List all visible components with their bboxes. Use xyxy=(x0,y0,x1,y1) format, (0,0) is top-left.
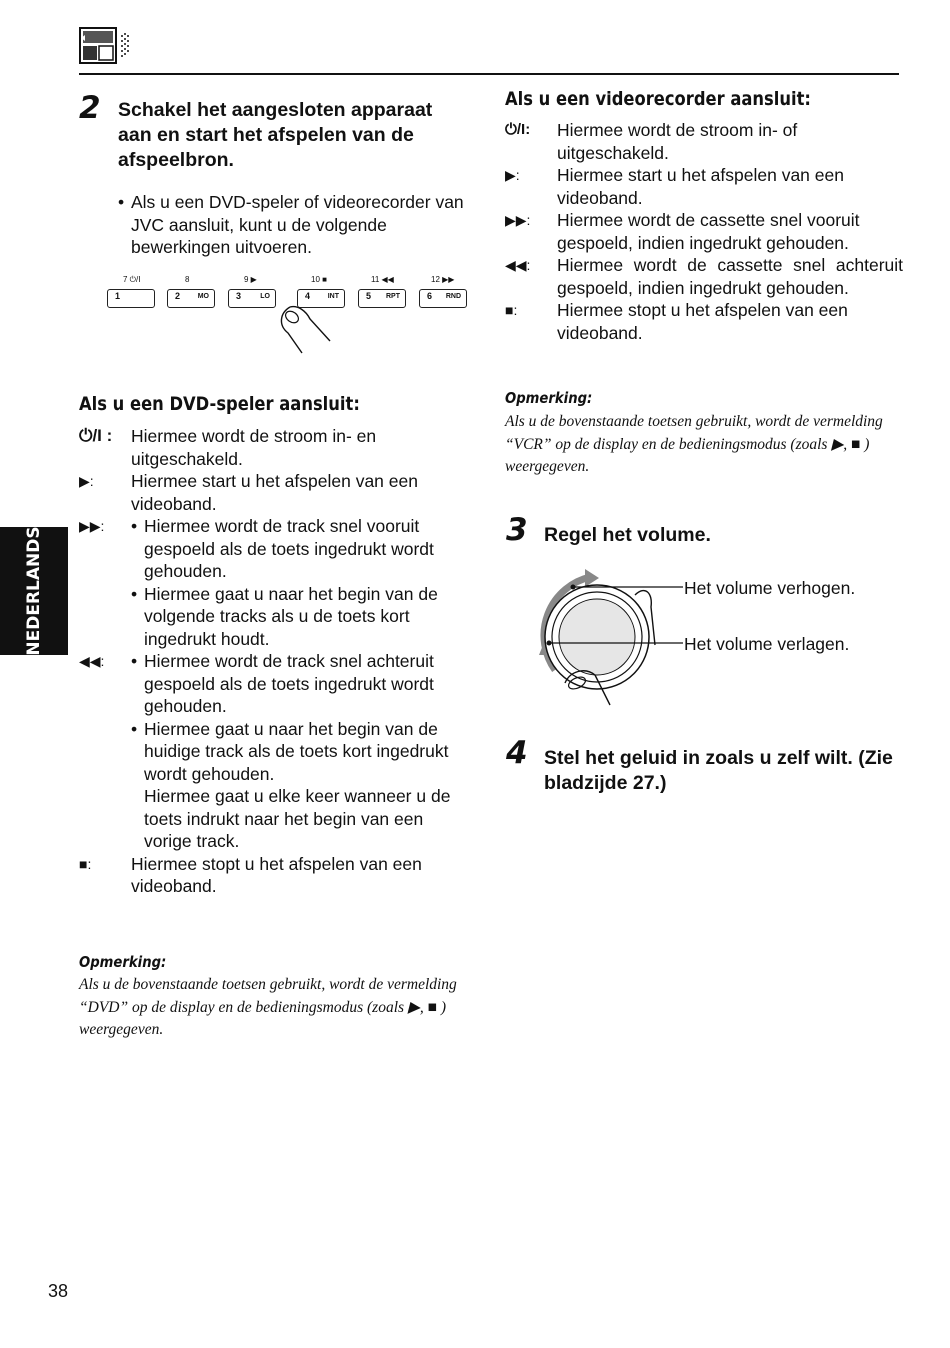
key-label: MO xyxy=(197,293,209,300)
key-number: 4 xyxy=(305,291,311,301)
dvd-rewind-row: ◀◀: • Hiermee wordt de track snel achteruit gespoeld als de toets ingedrukt wordt gehouden. • Hiermee gaat u naar het begin van de huidige track als de toets kort ingedrukt wordt gehouden. Hiermee gaat u elke keer wanneer u de toets indrukt naar het begin van een vorige track. xyxy=(79,650,474,853)
key-label: INT xyxy=(327,293,339,300)
header-rule xyxy=(79,73,899,75)
power-icon: ⏻/I: xyxy=(505,121,531,138)
dvd-controls-list xyxy=(79,425,474,898)
vcr-fast-forward-row xyxy=(505,209,903,254)
dvd-ff-text-1: Hiermee wordt de track snel vooruit gespoeld als de toets ingedrukt wordt gehouden. xyxy=(144,516,434,581)
dvd-note-text: Als u de bovenstaande toetsen gebruikt, wordt de vermelding “DVD” op de display en de bedieningsmodus (zoals ▶, ■ ) weergegeven. xyxy=(79,976,457,1038)
language-tab-label: NEDERLANDS xyxy=(24,526,44,656)
preset-key-1 xyxy=(107,289,155,308)
language-side-tab xyxy=(0,527,68,655)
play-icon: ▶: xyxy=(79,473,94,489)
vcr-power-text: Hiermee wordt de stroom in- of uitgeschakeld. xyxy=(557,120,798,163)
vcr-controls-list xyxy=(505,119,903,344)
key-label: LO xyxy=(260,293,270,300)
dvd-heading: Als u een DVD-speler aansluit: xyxy=(79,393,360,415)
dvd-play-row xyxy=(79,470,474,515)
dvd-note-heading: Opmerking: xyxy=(79,953,167,971)
vcr-note-heading: Opmerking: xyxy=(505,389,593,407)
step-4-title: Stel het geluid in zoals u zelf wilt. (Zie bladzijde 27.) xyxy=(544,747,893,794)
key-number: 1 xyxy=(115,291,121,301)
vcr-play-row xyxy=(505,164,903,209)
play-icon: ▶: xyxy=(505,167,520,183)
manual-section-icon xyxy=(79,26,139,66)
stop-icon: ■: xyxy=(505,302,518,318)
control-keypad-illustration xyxy=(105,275,470,355)
vcr-rewind-row xyxy=(505,254,903,299)
page-number: 38 xyxy=(48,1281,69,1301)
preset-key-5 xyxy=(358,289,406,308)
volume-down-label: Het volume verlagen. xyxy=(684,634,850,654)
preset-key-3 xyxy=(228,289,276,308)
key-label: RND xyxy=(445,293,461,300)
dvd-rew-text-1: Hiermee wordt de track snel achteruit gespoeld als de toets ingedrukt wordt gehouden. xyxy=(144,651,434,716)
step-4-number: 4 xyxy=(506,735,528,771)
key-top-label: 7 ⏻/I xyxy=(123,275,141,284)
stop-icon: ■: xyxy=(79,855,92,872)
dvd-power-text: Hiermee wordt de stroom in- en uitgeschakeld. xyxy=(131,426,377,469)
dvd-rew-text-3: Hiermee gaat u elke keer wanneer u de toets indrukt naar het begin van een vorige track. xyxy=(144,786,451,851)
key-label: RPT xyxy=(386,293,400,300)
key-number: 5 xyxy=(366,291,372,301)
finger-pressing-icon xyxy=(270,303,350,355)
volume-up-label: Het volume verhogen. xyxy=(684,578,856,598)
step-3-title: Regel het volume. xyxy=(544,524,711,546)
dvd-stop-text: Hiermee stopt u het afspelen van een videoband. xyxy=(131,853,422,896)
vcr-play-text: Hiermee start u het afspelen van een videoband. xyxy=(557,165,844,208)
key-top-label: 8 xyxy=(185,275,190,284)
step-2-number: 2 xyxy=(79,90,101,126)
dvd-rew-text-2: Hiermee gaat u naar het begin van de huidige track als de toets kort ingedrukt wordt gehouden. xyxy=(144,718,449,784)
vcr-stop-text: Hiermee stopt u het afspelen van een videoband. xyxy=(557,300,848,343)
key-top-label: 11 ◀◀ xyxy=(371,275,394,284)
key-top-label: 9 ▶ xyxy=(244,275,257,284)
dvd-ff-text-2: Hiermee gaat u naar het begin van de volgende tracks als u de toets kort ingedrukt houdt. xyxy=(144,583,438,649)
rewind-icon: ◀◀: xyxy=(505,257,531,273)
preset-key-6 xyxy=(419,289,467,308)
fast-forward-icon: ▶▶: xyxy=(79,518,105,534)
preset-key-2 xyxy=(167,289,215,308)
vcr-ff-text: Hiermee wordt de cassette snel vooruit gespoeld, indien ingedrukt gehouden. xyxy=(557,210,860,253)
dvd-play-text: Hiermee start u het afspelen van een videoband. xyxy=(131,471,418,514)
power-icon: ⏻/I : xyxy=(79,426,113,445)
key-top-label: 12 ▶▶ xyxy=(431,275,455,284)
volume-knob-illustration xyxy=(535,565,685,715)
dvd-fast-forward-row: ▶▶: • Hiermee wordt de track snel vooruit gespoeld als de toets ingedrukt wordt gehouden. • Hiermee gaat u naar het begin van de volgende tracks als u de toets kort ingedrukt houdt. xyxy=(79,515,474,650)
fast-forward-icon: ▶▶: xyxy=(505,212,531,228)
vcr-heading: Als u een videorecorder aansluit: xyxy=(505,88,811,110)
step-2-bullet: • Als u een DVD-speler of videorecorder van JVC aansluit, kunt u de volgende bewerkingen uitvoeren. xyxy=(118,191,478,259)
vcr-rew-text: Hiermee wordt de cassette snel achteruit gespoeld, indien ingedrukt gehouden. xyxy=(557,255,903,298)
key-number: 6 xyxy=(427,291,433,301)
dvd-stop-row xyxy=(79,853,474,898)
key-top-label: 10 ■ xyxy=(311,275,327,284)
vcr-power-row xyxy=(505,119,903,164)
vcr-note-text: Als u de bovenstaande toetsen gebruikt, wordt de vermelding “VCR” op de display en de bedieningsmodus (zoals ▶, ■ ) weergegeven. xyxy=(505,413,883,475)
key-number: 2 xyxy=(175,291,181,301)
step-2-title: Schakel het aangesloten apparaat aan en start het afspelen van de afspeelbron. xyxy=(118,99,433,171)
dvd-power-row xyxy=(79,425,474,470)
vcr-stop-row xyxy=(505,299,903,344)
step-2-bullet-text: Als u een DVD-speler of videorecorder van JVC aansluit, kunt u de volgende bewerkingen uitvoeren. xyxy=(131,192,464,257)
step-3-number: 3 xyxy=(506,512,528,548)
rewind-icon: ◀◀: xyxy=(79,653,105,669)
key-number: 3 xyxy=(236,291,242,301)
